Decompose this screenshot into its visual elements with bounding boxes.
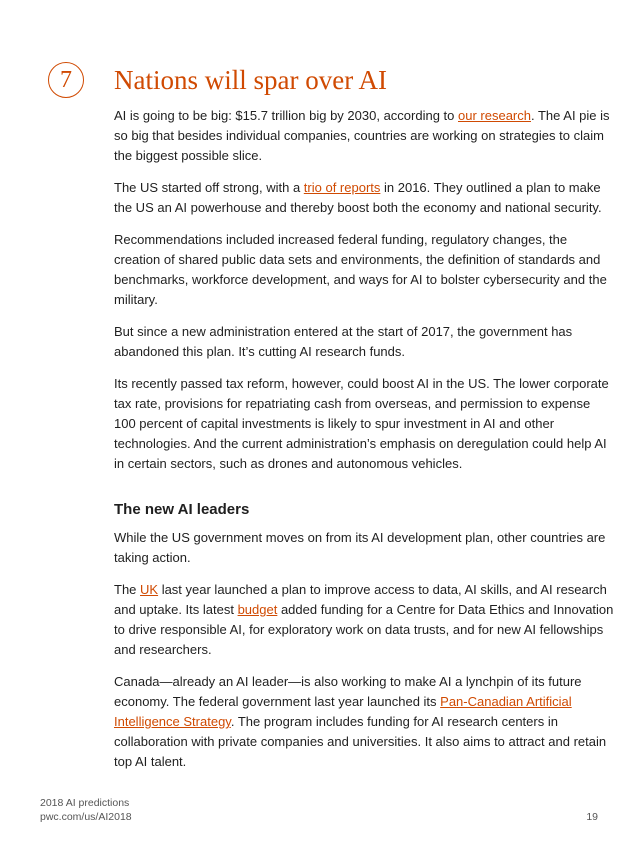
subheading: The new AI leaders [114,501,250,518]
trio-of-reports-link[interactable]: trio of reports [303,180,381,195]
budget-link[interactable]: budget [237,602,278,617]
text: . The AI pie is so big that besides individual companies, countries are working on strategies to claim the biggest possible slice. [114,108,610,163]
section-number-badge [48,62,84,98]
paragraph-7 [114,580,614,660]
text: . The program includes funding for AI research centers in collaboration with private companies and universities. It also aims to attract and retain top AI talent. [114,714,607,769]
footer-title: 2018 AI predictions [40,797,130,809]
paragraph-6: While the US government moves on from its AI development plan, other countries are taking action. [114,530,606,565]
section-number: 7 [60,66,72,93]
footer-url: pwc.com/us/AI2018 [40,811,132,823]
text: added funding for a Centre for Data Ethics and Innovation to drive responsible AI, for exploratory work on data trusts, and for new AI fellowships and researchers. [114,602,614,657]
uk-link[interactable]: UK [140,582,159,597]
article-body [114,106,614,784]
paragraph-3: Recommendations included increased federal funding, regulatory changes, the creation of shared public data sets and environments, the definition of standards and benchmarks, workforce development, and ways for AI to bolster cybersecurity and the military. [114,232,607,307]
pan-canadian-strategy-link[interactable]: Pan-Canadian Artificial Intelligence Strategy [114,694,572,729]
page-number: 19 [586,811,598,823]
paragraph-2 [114,178,614,218]
paragraph-4: But since a new administration entered at the start of 2017, the government has abandoned this plan. It’s cutting AI research funds. [114,324,573,359]
text: Canada—already an AI leader—is also working to make AI a lynchpin of its future economy. The federal government last year launched its [114,674,582,709]
page-footer [40,796,598,824]
text: in 2016. They outlined a plan to make the US an AI powerhouse and thereby boost both the economy and national security. [114,180,602,215]
text: last year launched a plan to improve access to data, AI skills, and AI research and uptake. Its latest [114,582,607,617]
text: The US started off strong, with a [114,180,304,195]
text: The [114,582,141,597]
paragraph-8 [114,672,614,772]
paragraph-5: Its recently passed tax reform, however, could boost AI in the US. The lower corporate tax rate, provisions for repatriating cash from overseas, and permission to expense 100 percent of capital investments is likely to spur investment in AI and other technologies. And the current administration’s emphasis on deregulation could help AI in certain sectors, such as drones and autonomous vehicles. [114,376,609,471]
our-research-link[interactable]: our research [458,108,531,123]
paragraph-1 [114,106,614,166]
page-title: Nations will spar over AI [114,65,387,95]
text: AI is going to be big: $15.7 trillion big by 2030, according to [114,108,458,123]
